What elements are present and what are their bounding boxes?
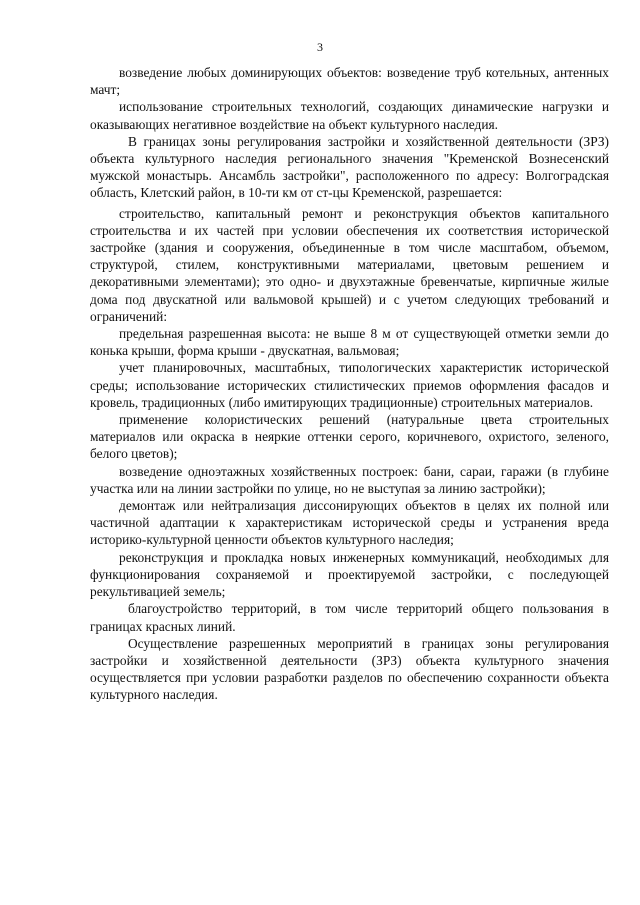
paragraph-11: благоустройство территорий, в том числе территорий общего пользования в границах красных линий. xyxy=(90,601,609,634)
paragraph-8: возведение одноэтажных хозяйственных построек: бани, сараи, гаражи (в глубине участка или на линии застройки по улице, но не выступая за линию застройки); xyxy=(90,463,609,496)
paragraph-6: учет планировочных, масштабных, типологических характеристик исторической среды; использование исторических стилистических приемов оформления фасадов и кровель, традиционных (либо имитирующих традиционные) строительных материалов. xyxy=(90,360,609,410)
document-body xyxy=(90,64,609,704)
paragraph-5: предельная разрешенная высота: не выше 8 м от существующей отметки земли до конька крыши, форма крыши - двускатная, вальмовая; xyxy=(90,326,609,359)
paragraph-12: Осуществление разрешенных мероприятий в границах зоны регулирования застройки и хозяйственной деятельности (ЗРЗ) объекта культурного значения осуществляется при условии разработки разделов по обеспечению сохранности объекта культурного наследия. xyxy=(90,635,609,703)
paragraph-9: демонтаж или нейтрализация диссонирующих объектов в целях их полной или частичной адаптации к характеристикам исторической среды и устранения вреда историко-культурной ценности объектов культурного наследия; xyxy=(90,498,609,548)
paragraph-10: реконструкция и прокладка новых инженерных коммуникаций, необходимых для функционирования сохраняемой и проектируемой застройки, с последующей рекультивацией земель; xyxy=(90,549,609,600)
paragraph-1: возведение любых доминирующих объектов: возведение труб котельных, антенных мачт; xyxy=(90,65,609,98)
page-number: 3 xyxy=(317,40,323,54)
paragraph-3: В границах зоны регулирования застройки и хозяйственной деятельности (ЗРЗ) объекта культурного наследия регионального значения "Кременской Вознесенский мужской монастырь. Ансамбль застройки", расположенного по адресу: Волгоградская область, Клетский район, в 10-ти км от ст-цы Кременской, разрешается: xyxy=(90,133,609,201)
paragraph-7: применение колористических решений (натуральные цвета строительных материалов или окраска в неяркие оттенки серого, коричневого, охристого, зеленого, белого цветов); xyxy=(90,412,609,462)
paragraph-4: строительство, капитальный ремонт и реконструкция объектов капитального строительства и их частей при условии обеспечения их соответствия исторической застройке (здания и сооружения, объединенные в том числе масштабом, объемом, структурой, стилем, конструктивными материалами, цветовым решением и декоративными элементами); это одно- и двухэтажные бревенчатые, кирпичные жилые дома под двускатной или вальмовой крышей) и с учетом следующих требований и ограничений: xyxy=(90,205,609,324)
paragraph-2: использование строительных технологий, создающих динамические нагрузки и оказывающих негативное воздействие на объект культурного наследия. xyxy=(90,99,609,132)
